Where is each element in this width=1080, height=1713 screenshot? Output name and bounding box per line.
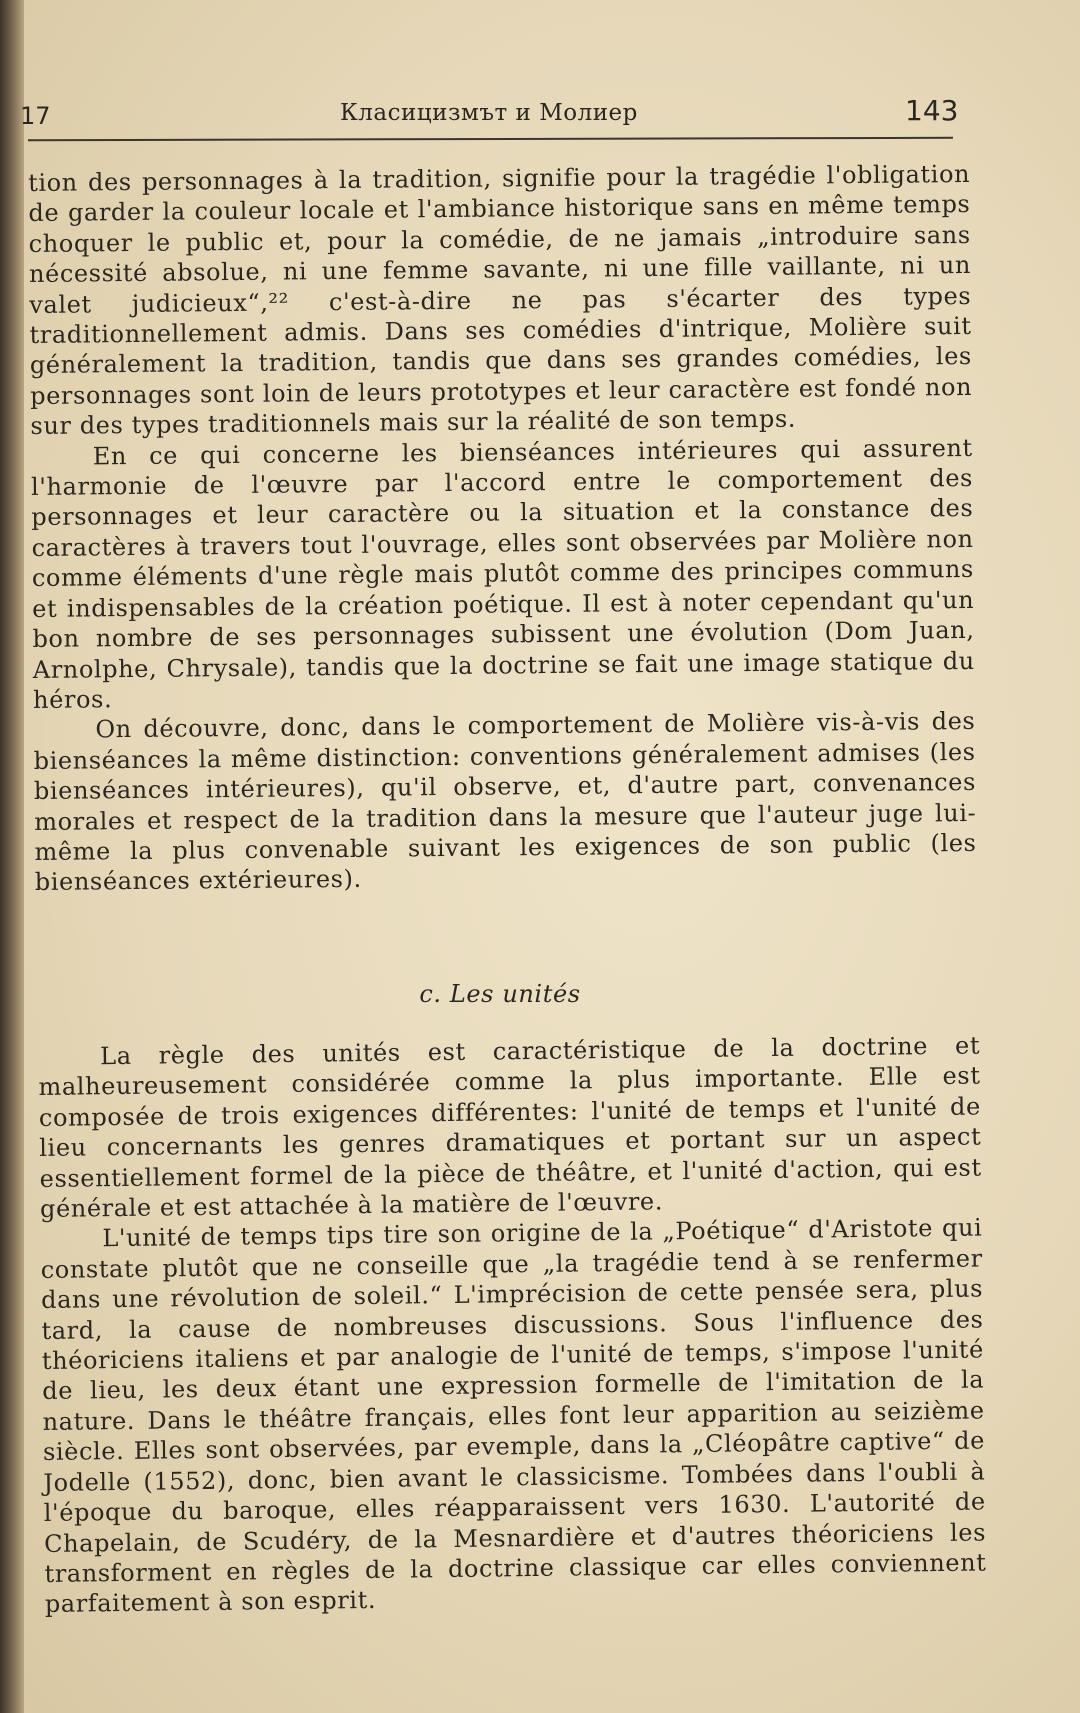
paragraph-2: En ce qui concerne les bienséances intérieures qui assurent l'harmonie de l'œuvre par l'accord entre le comportement des personnages et leur caractère ou la situation et la constance des caractères à travers tout l'ouvrage, elles sont observées par Molière non comme éléments d'une règle mais plutôt comme des principes communs et indispensables de la création poétique. Il est à noter cependant qu'un bon nombre de ses personnages subissent une évolution (Dom Juan, Arnolphe, Chrysale), tandis que la doctrine se fait une image statique du héros. — [30, 433, 975, 714]
paragraph-3: On découvre, donc, dans le comportement de Molière vis-à-vis des bienséances la même distinction: conventions généralement admises (les bienséances intérieures), qu'il observe, et, d'autre part, convenances morales et respect de la tradition dans la mesure que l'auteur juge lui-même la plus convenable suivant les exigences de son public (les bienséances extérieures). — [33, 707, 977, 897]
paragraph-1: tion des personnages à la tradition, signifie pour la tragédie l'obligation de garder la couleur locale et l'ambiance historique sans en même temps choquer le public et, pour la comédie, de ne jamais „introduire sans nécessité absolue, ni une femme savante, ni une fille vaillante, ni un valet judicieux“,²² c'est-à-dire ne pas s'écarter des types traditionnellement admis. Dans ses comédies d'intrique, Molière suit généralement la tradition, tandis que dans ses grandes comédies, les personnages sont loin de leurs prototypes et leur caractère est fondé non sur des types traditionnels mais sur la réalité de son temps. — [28, 159, 973, 441]
paragraph-5: L'unité de temps tips tire son origine de la „Poétique“ d'Aristote qui constate plutôt que ne conseille que „la tragédie tend à se renfermer dans une révolution de soleil.“ L'imprécision de cette pensée sera, plus tard, la cause de nombreuses discussions. Sous l'influence des théoriciens italiens et par analogie de l'unité de temps, s'impose l'unité de lieu, les deux étant une expression formelle de l'imitation de la nature. Dans le théâtre français, elles font leur apparition au seizième siècle. Elles sont observées, par evemple, dans la „Cléopâtre captive“ de Jodelle (1552), donc, bien avant le classicisme. Tombées dans l'oubli à l'époque du baroque, elles réapparaissent vers 1630. L'autorité de Chapelain, de Scudéry, de la Mesnardière et d'autres théoriciens les transforment en règles de la doctrine classique car elles conviennent parfaitement à son esprit. — [40, 1213, 987, 1619]
book-binding-edge — [0, 0, 24, 1713]
previous-page-number: 17 — [20, 102, 51, 130]
body-text-upper — [28, 159, 977, 898]
running-head — [0, 92, 1080, 132]
running-title: Класицизмът и Молиер — [340, 100, 638, 126]
section-heading: c. Les unités — [419, 980, 581, 1008]
page-number: 143 — [905, 94, 959, 127]
paragraph-4: La règle des unités est caractéristique de la doctrine et malheureusement considérée comme la plus importante. Elle est composée de trois exigences différentes: l'unité de temps et l'unité de lieu concernants les genres dramatiques et portant sur un aspect essentiellement formel de la pièce de théâtre, et l'unité d'action, qui est générale et est attachée à la matière de l'œuvre. — [38, 1031, 982, 1224]
header-rule — [28, 137, 953, 141]
body-text-lower — [38, 1030, 987, 1619]
